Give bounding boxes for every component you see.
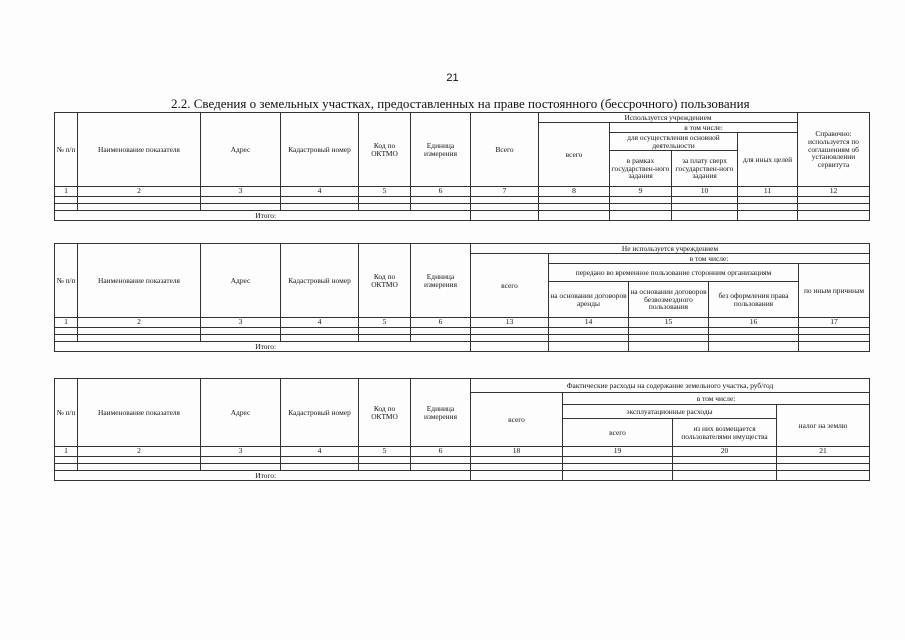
table-row — [55, 197, 870, 204]
header-incl: в том числе: — [549, 254, 870, 264]
total-row — [55, 211, 870, 221]
col-number: 11 — [738, 187, 798, 197]
header-above-state-task: за плату сверх государствен-ного задания — [672, 151, 738, 187]
col-number: 4 — [281, 318, 359, 328]
col-number: 15 — [629, 318, 709, 328]
col-number: 20 — [673, 447, 777, 457]
header-address: Адрес — [201, 244, 281, 318]
header-total-col: Всего — [471, 113, 539, 187]
page-number: 21 — [446, 72, 459, 84]
col-number: 9 — [610, 187, 672, 197]
col-number: 5 — [359, 318, 411, 328]
col-number: 8 — [539, 187, 610, 197]
col-number: 1 — [55, 318, 78, 328]
header-incl: в том числе: — [563, 393, 870, 405]
header-free-use: на основании договоров безвозмездного пользования — [629, 282, 709, 318]
col-number: 13 — [471, 318, 549, 328]
section-title: 2.2. Сведения о земельных участках, предоставленных на праве постоянного (бессрочного) пользования — [171, 96, 750, 111]
header-oktmo: Код по ОКТМО — [359, 113, 411, 187]
col-number: 18 — [471, 447, 563, 457]
col-number: 4 — [281, 447, 359, 457]
table-row — [55, 457, 870, 464]
header-within-state-task: в рамках государствен-ного задания — [610, 151, 672, 187]
header-name: Наименование показателя — [78, 379, 201, 447]
header-unit: Единица измерения — [411, 113, 471, 187]
header-used-by-institution: Используется учреждением — [539, 113, 798, 123]
col-number: 19 — [563, 447, 673, 457]
header-actual-costs: Фактические расходы на содержание земельного участка, руб/год — [471, 379, 870, 393]
col-number: 1 — [55, 187, 78, 197]
header-name: Наименование показателя — [78, 113, 201, 187]
table-row — [55, 204, 870, 211]
col-number: 7 — [471, 187, 539, 197]
header-other-reasons: по иным причинам — [799, 264, 870, 318]
col-number: 12 — [798, 187, 870, 197]
header-total: всего — [471, 254, 549, 318]
header-total: всего — [539, 123, 610, 187]
header-land-tax: налог на землю — [777, 405, 870, 447]
col-number: 17 — [799, 318, 870, 328]
table-used-by-institution — [54, 112, 870, 221]
col-number: 10 — [672, 187, 738, 197]
col-number: 3 — [201, 187, 281, 197]
col-number: 21 — [777, 447, 870, 457]
header-total: всего — [471, 393, 563, 447]
col-number: 2 — [78, 187, 201, 197]
total-row — [55, 471, 870, 481]
header-unit: Единица измерения — [411, 379, 471, 447]
header-operating: эксплуатационные расходы — [563, 405, 777, 419]
header-cadastral: Кадастровый номер — [281, 244, 359, 318]
table-row — [55, 464, 870, 471]
header-reference: Справочно: используется по соглашениям об установлении сервитута — [798, 113, 870, 187]
col-number: 16 — [709, 318, 799, 328]
col-number: 2 — [78, 318, 201, 328]
col-number: 14 — [549, 318, 629, 328]
header-address: Адрес — [201, 379, 281, 447]
header-incl: в том числе: — [610, 123, 798, 133]
col-number: 4 — [281, 187, 359, 197]
header-reimbursed: из них возмещается пользователями имущества — [673, 419, 777, 447]
table-row — [55, 335, 870, 342]
header-num: № п/п — [55, 379, 78, 447]
header-unit: Единица измерения — [411, 244, 471, 318]
total-label: Итого: — [255, 470, 276, 480]
col-number: 3 — [201, 447, 281, 457]
table-row — [55, 328, 870, 335]
total-label: Итого: — [255, 341, 276, 351]
header-not-used: Не используется учреждением — [471, 244, 870, 254]
header-cadastral: Кадастровый номер — [281, 113, 359, 187]
header-oktmo: Код по ОКТМО — [359, 244, 411, 318]
header-name: Наименование показателя — [78, 244, 201, 318]
header-main-activity: для осуществления основной деятельности — [610, 133, 738, 151]
header-num: № п/п — [55, 113, 78, 187]
col-number: 5 — [359, 447, 411, 457]
col-number: 3 — [201, 318, 281, 328]
header-cadastral: Кадастровый номер — [281, 379, 359, 447]
header-op-total: всего — [563, 419, 673, 447]
table-not-used-by-institution — [54, 243, 870, 352]
header-oktmo: Код по ОКТМО — [359, 379, 411, 447]
col-number: 6 — [411, 187, 471, 197]
table-actual-costs — [54, 378, 870, 481]
header-no-rights: без оформления права пользования — [709, 282, 799, 318]
total-row — [55, 342, 870, 352]
col-number: 6 — [411, 447, 471, 457]
col-number: 5 — [359, 187, 411, 197]
col-number: 2 — [78, 447, 201, 457]
header-other-purposes: для иных целей — [738, 133, 798, 187]
header-address: Адрес — [201, 113, 281, 187]
col-number: 1 — [55, 447, 78, 457]
total-label: Итого: — [255, 210, 276, 220]
header-lease: на основании договоров аренды — [549, 282, 629, 318]
header-transferred: передано во временное пользование сторонним организациям — [549, 264, 799, 282]
header-num: № п/п — [55, 244, 78, 318]
col-number: 6 — [411, 318, 471, 328]
